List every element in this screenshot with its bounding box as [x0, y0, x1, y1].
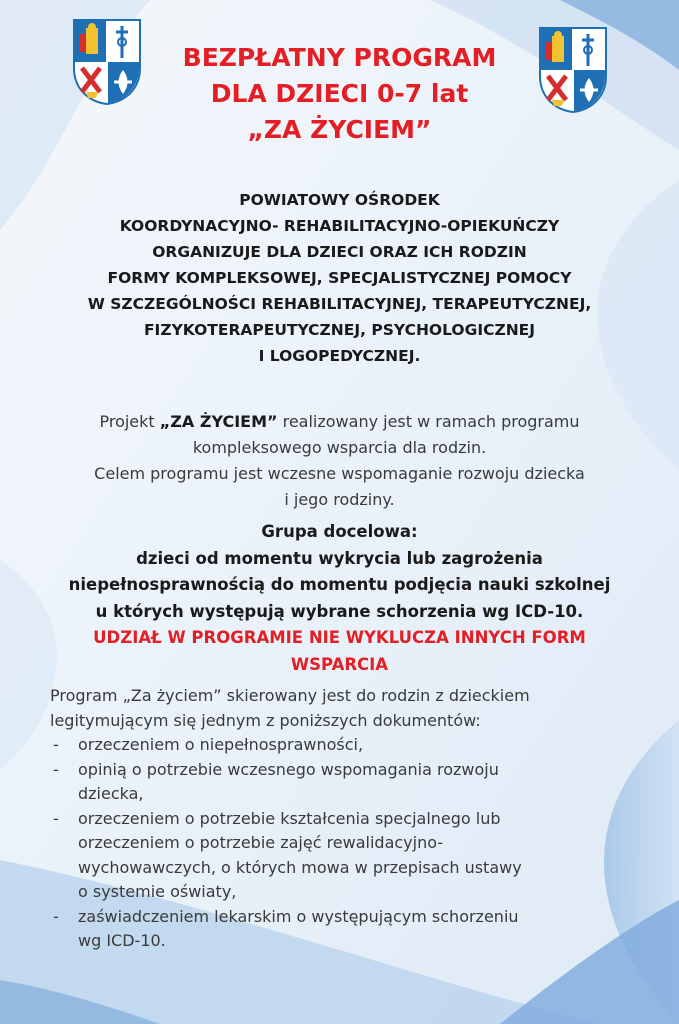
target-group — [30, 519, 649, 678]
target-heading: Grupa docelowa: — [261, 522, 418, 541]
title-line: DLA DZIECI 0-7 lat — [210, 79, 469, 108]
list-item-text: - opinią o potrzebie wczesnego wspomagania rozwoju — [78, 759, 499, 779]
documents-intro: Program „Za życiem” skierowany jest do rodzin z dzieckiem — [50, 686, 530, 705]
list-item — [50, 807, 650, 905]
list-item — [50, 733, 650, 758]
list-item-text: wychowawczych, o których mowa w przepisach ustawy — [78, 857, 522, 877]
list-item-text: - orzeczeniem o niepełnosprawności, — [78, 735, 364, 754]
intro-line: ORGANIZUJE DLA DZIECI ORAZ ICH RODZIN — [152, 243, 527, 261]
page-title — [100, 40, 579, 148]
intro-line: I LOGOPEDYCZNEJ. — [258, 347, 421, 365]
intro-line: POWIATOWY OŚRODEK — [239, 191, 440, 209]
documents-intro: legitymującym się jednym z poniższych dokumentów: — [50, 710, 481, 730]
project-line — [30, 409, 649, 435]
project-prefix: Projekt — [99, 412, 160, 431]
list-item — [50, 758, 650, 807]
notice-line: UDZIAŁ W PROGRAMIE NIE WYKLUCZA INNYCH FORM — [93, 628, 586, 647]
project-name: „ZA ŻYCIEM” — [159, 412, 278, 431]
target-line: dzieci od momentu wykrycia lub zagrożenia — [136, 548, 543, 568]
list-item-text: - orzeczeniem o potrzebie kształcenia specjalnego lub — [78, 808, 501, 828]
project-description — [30, 409, 649, 513]
project-line: Celem programu jest wczesne wspomaganie rozwoju dziecka — [94, 464, 585, 483]
intro-line: FIZYKOTERAPEUTYCZNEJ, PSYCHOLOGICZNEJ — [143, 321, 536, 339]
title-line: BEZPŁATNY PROGRAM — [182, 43, 497, 72]
intro-block — [30, 187, 649, 369]
project-line: i jego rodziny. — [284, 490, 395, 509]
title-line: „ZA ŻYCIEM” — [247, 115, 432, 144]
list-item-text: - zaświadczeniem lekarskim o występującym schorzeniu — [78, 906, 519, 926]
list-item-text: orzeczeniem o potrzebie zajęć rewalidacyjno- — [78, 833, 444, 852]
list-item-text: wg ICD-10. — [78, 931, 166, 950]
documents-list — [50, 733, 650, 954]
list-item — [50, 905, 650, 954]
intro-line: KOORDYNACYJNO- REHABILITACYJNO-OPIEKUŃCZY — [119, 217, 560, 235]
documents-section — [50, 684, 650, 954]
project-suffix: realizowany jest w ramach programu — [277, 412, 580, 431]
target-line: u których występują wybrane schorzenia wg ICD-10. — [95, 601, 584, 621]
list-item-text: dziecka, — [78, 784, 144, 803]
project-line: kompleksowego wsparcia dla rodzin. — [192, 438, 487, 457]
notice-line: WSPARCIA — [290, 654, 389, 674]
intro-line: FORMY KOMPLEKSOWEJ, SPECJALISTYCZNEJ POMOCY — [107, 269, 572, 287]
target-line: niepełnosprawnością do momentu podjęcia nauki szkolnej — [68, 575, 611, 594]
list-item-text: o systemie oświaty, — [78, 882, 237, 901]
intro-line: W SZCZEGÓLNOŚCI REHABILITACYJNEJ, TERAPEUTYCZNEJ, — [87, 295, 592, 313]
